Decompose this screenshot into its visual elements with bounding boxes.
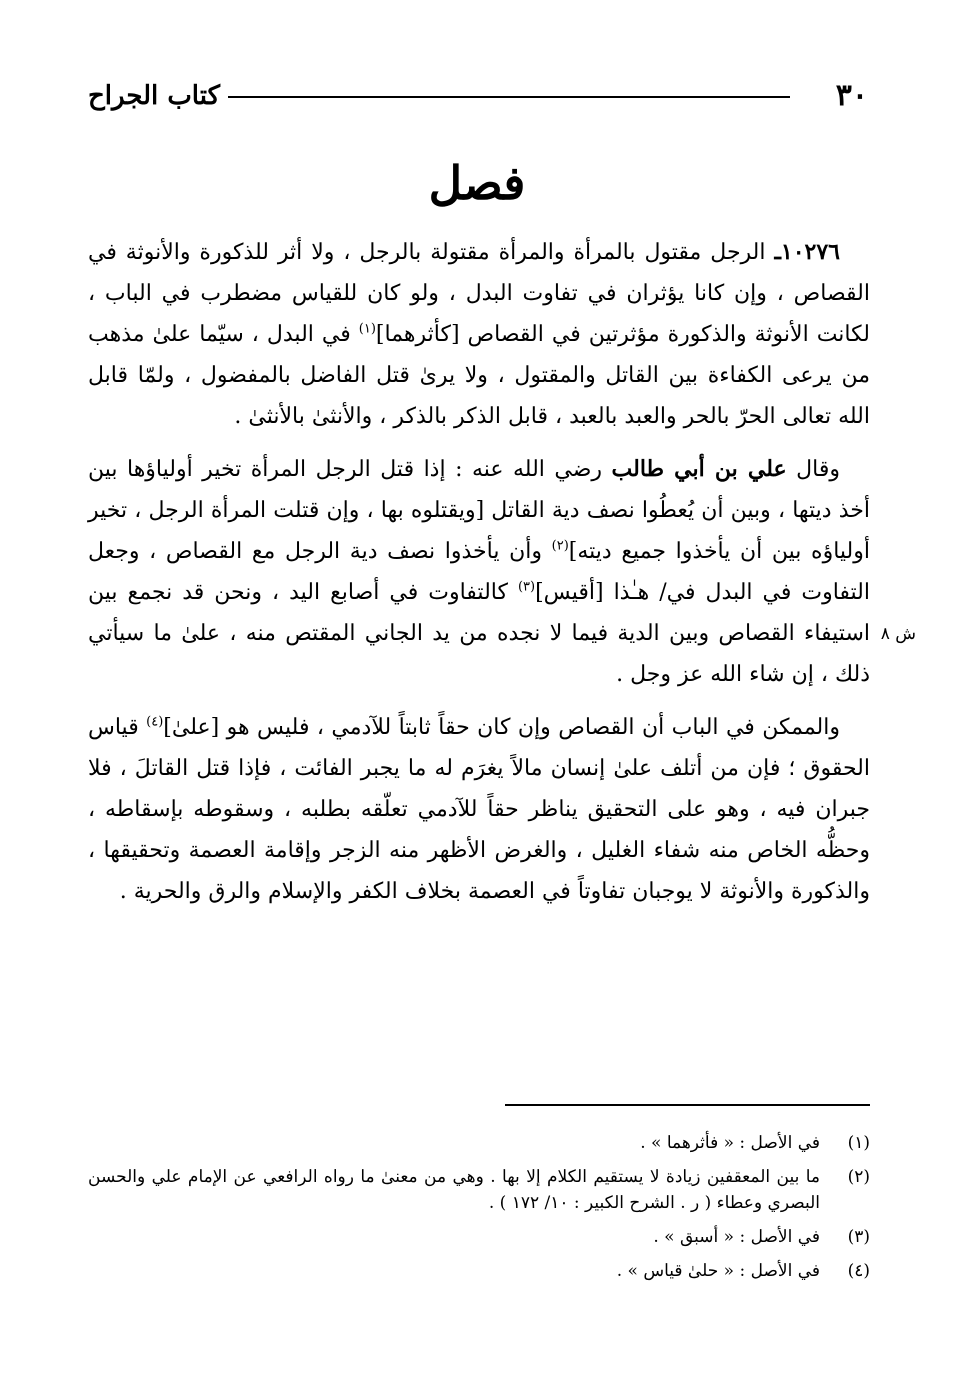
footnote-ref-2[interactable]: (٢) [551, 538, 569, 554]
footnote-item [88, 1224, 870, 1250]
footnote-text: ما بين المعقفين زيادة لا يستقيم الكلام إلا بها . وهي من معنىٰ ما رواه الرافعي عن الإمام علي والحسن البصري وعطاء ( ر . الشرح الكبير : ١٠/ ١٧٢ ) . [88, 1167, 820, 1213]
paragraph-text: وأن يأخذوا نصف دية الرجل مع القصاص ، وجعل التفاوت في البدل في/ هـٰذا [أقيس] [88, 539, 870, 605]
paragraph-text: كالتفاوت في أصابع اليد ، ونحن قد نجمع بين استيفاء القصاص وبين الدية فيما لا نجده من يد الجاني المقتص منه ، علىٰ ما سيأتي ذلك ، إن شاء الله عز وجل . [88, 580, 870, 687]
paragraph-text: في البدل ، سيّما علىٰ مذهب من يرعى الكفاءة بين القاتل والمقتول ، ولا يرىٰ قتل الفاضل بالمفضول ، ولمّا قابل الله تعالى الحرّ بالحر والعبد بالعبد ، قابل الذكر بالذكر ، والأنثىٰ بالأنثىٰ . [88, 322, 870, 429]
paragraph-2 [88, 449, 870, 695]
footnotes [88, 1130, 870, 1292]
manuscript-folio-note: ش ٨ [880, 624, 916, 644]
main-text [88, 232, 870, 924]
paragraph-1 [88, 232, 870, 437]
paragraph-text: والممكن في الباب أن القصاص وإن كان حقاً ثابتاً للآدمي ، فليس هو [علىٰ] [163, 715, 840, 740]
page-header [88, 76, 868, 116]
paragraph-text: قياس الحقوق ؛ فإن من أتلف علىٰ إنسان مالاً يغرَم له ما يجبر الفائت ، فإذا قتل القاتلَ ، فلا جبران فيه ، وهو على التحقيق يناظر حقاً للآدمي تعلّقه بطلبه ، وسقوطه بإسقاطه ، وحظُّه الخاص منه شفاء الغليل ، والغرض الأظهر منه الزجر وإقامة العصمة وتحقيقها ، والذكورة والأنوثة لا يوجبان تفاوتاً في العصمة بخلاف الكفر والإسلام والرق والحرية . [88, 715, 870, 904]
footnote-number: (٤) [847, 1261, 870, 1281]
paragraph-text: الرجل مقتول بالمرأة والمرأة مقتولة بالرجل ، ولا أثر للذكورة والأنوثة في القصاص ، وإن كانا يؤثران في تفاوت البدل ، ولو كان للقياس مضطرب في الباب ، لكانت الأنوثة والذكورة مؤثرتين في القصاص [كأثرهما] [88, 240, 870, 347]
paragraph-text: رضي الله عنه : إذا قتل الرجل المرأة تخير أولياؤها بين أخذ ديتها ، وبين أن يُعطُوا نصف دية القاتل [ويقتلوه بها ، وإن قتلت المرأة الرجل ، تخير أولياؤه بين أن يأخذوا جميع ديته] [88, 457, 870, 564]
footnote-number: (١) [847, 1133, 870, 1153]
footnote-text: في الأصل : « أسبق » . [653, 1227, 820, 1247]
page-number: ٣٠ [835, 78, 868, 113]
footnote-item [88, 1164, 870, 1216]
footnote-item [88, 1130, 870, 1156]
issue-number: ١٠٢٧٦ـ [774, 239, 840, 265]
header-rule [228, 96, 790, 98]
running-title: كتاب الجراح [88, 81, 220, 111]
paragraph-text: وقال [796, 457, 840, 482]
footnote-ref-4[interactable]: (٤) [146, 714, 164, 730]
paragraph-3 [88, 707, 870, 912]
footnote-ref-3[interactable]: (٣) [517, 579, 536, 595]
footnote-text: في الأصل : « حلىٰ قياس » . [616, 1261, 820, 1281]
footnote-number: (٣) [847, 1227, 870, 1247]
section-heading: فصل [428, 156, 526, 210]
footnote-separator [505, 1104, 870, 1106]
footnote-number: (٢) [847, 1167, 870, 1187]
footnote-text: في الأصل : « فأثرهما » . [640, 1133, 820, 1153]
footnote-item [88, 1258, 870, 1284]
person-name: علي بن أبي طالب [611, 456, 787, 482]
footnote-ref-1[interactable]: (١) [358, 321, 376, 337]
